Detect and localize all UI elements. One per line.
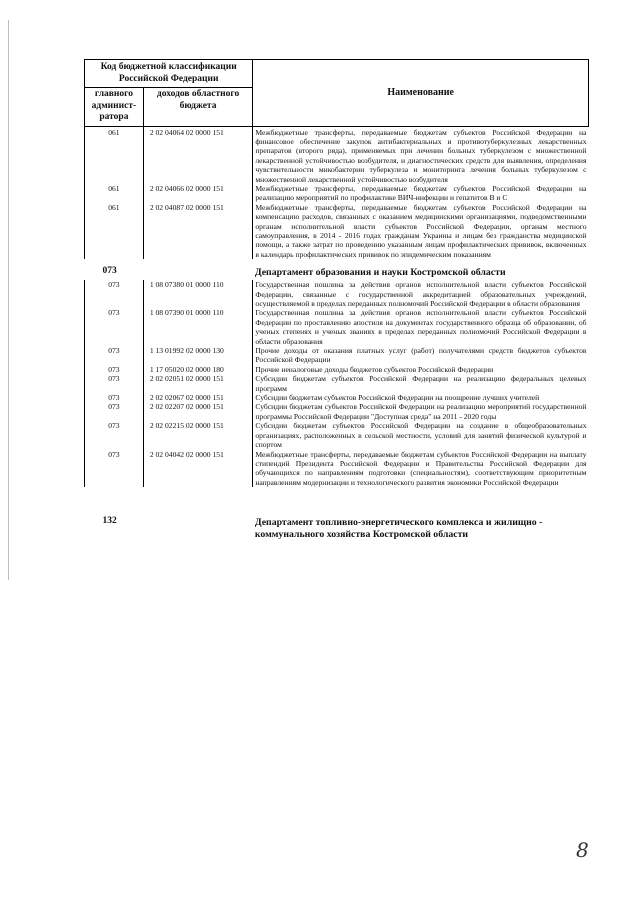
table-row <box>85 365 589 374</box>
income-name: Государственная пошлина за действия органов исполнительной власти субъектов Российской Федерации по проставлению апостиля на документах государственного образца об образовании, об ученых степенях и ученых званиях в пределах переданных полномочий Российской Федерации в области образования <box>253 308 589 346</box>
department-heading-row <box>85 487 589 542</box>
income-code: 1 13 01992 02 0000 130 <box>149 346 224 356</box>
department-name: Департамент топливно-энергетического комплекса и жилищно - коммунального хозяйства Костромской области <box>254 517 543 541</box>
admin-code: 073 <box>85 374 144 393</box>
income-code: 2 02 02207 02 0000 151 <box>149 402 224 412</box>
department-name: Департамент образования и науки Костромской области <box>254 267 506 279</box>
income-code: 2 02 04042 02 0000 151 <box>149 449 224 459</box>
header-income-column: доходов областного бюджета <box>143 88 253 127</box>
admin-code: 061 <box>85 203 144 259</box>
income-name: Межбюджетные трансферты, передаваемые бюджетам субъектов Российской Федерации на реализацию мероприятий по профилактике ВИЧ-инфекции и гепатитов B и C <box>253 184 589 203</box>
income-name: Государственная пошлина за действия органов исполнительной власти субъектов Российской Федерации, связанные с государственной аккредитацией образовательных учреждений, осуществляемой в пределах переданных полномочий Российской Федерации в области образования <box>253 280 589 308</box>
admin-code: 073 <box>85 393 144 402</box>
income-code: 2 02 04066 02 0000 151 <box>149 183 224 193</box>
admin-code: 073 <box>85 365 144 374</box>
income-name: Субсидии бюджетам субъектов Российской Федерации на реализацию федеральных целевых программ <box>253 374 589 393</box>
table-row <box>85 346 589 365</box>
budget-code-table <box>84 59 589 542</box>
income-code: 1 17 05020 02 0000 180 <box>149 364 224 374</box>
income-code: 1 08 07380 01 0000 110 <box>149 280 224 290</box>
department-code: 132 <box>102 516 117 527</box>
table-row <box>85 308 589 346</box>
income-code: 2 02 02051 02 0000 151 <box>149 374 224 384</box>
income-name: Межбюджетные трансферты, передаваемые бюджетам субъектов Российской Федерации на финансовое обеспечение закупок антибактериальных и противотуберкулезных лекарственных препаратов (второго ряда), применяемых при лечении больных туберкулезом с множественной лекарственной устойчивостью возбудителя, и диагностических средств для выявления, определения чувствительности микобактерии туберкулеза и мониторинга лечения больных туберкулезом с множественной лекарственной устойчивостью возбудителя <box>253 126 589 184</box>
income-name: Субсидии бюджетам субъектов Российской Федерации на поощрение лучших учителей <box>253 393 589 402</box>
table-row <box>85 280 589 308</box>
income-name: Прочие доходы от оказания платных услуг (работ) получателями средств бюджетов субъектов Российской Федерации <box>253 346 589 365</box>
table-row <box>85 374 589 393</box>
department-heading-row <box>85 259 589 280</box>
admin-code: 061 <box>85 184 144 203</box>
income-name: Субсидии бюджетам субъектов Российской Федерации на создание в общеобразовательных организациях, расположенных в сельской местности, условий для занятий физической культурой и спортом <box>253 421 589 449</box>
admin-code: 073 <box>85 280 144 308</box>
income-code: 2 02 04087 02 0000 151 <box>149 202 224 212</box>
admin-code: 073 <box>85 402 144 421</box>
income-name: Межбюджетные трансферты, передаваемые бюджетам субъектов Российской Федерации на компенсацию расходов, связанных с оказанием медицинскими организациями, подведомственными органам исполнительной власти субъектов Российской Федерации, органам местного самоуправления, в 2014 - 2016 годах гражданам Украины и лицам без гражданства медицинской помощи, а также затрат по проведению указанным лицам профилактических прививок, включенных в календарь профилактических прививок по эпидемическим показаниям <box>253 203 589 259</box>
admin-code: 061 <box>85 126 144 184</box>
income-code: 2 02 04064 02 0000 151 <box>149 127 224 137</box>
income-code: 1 08 07390 01 0000 110 <box>149 308 224 318</box>
table-row <box>85 450 589 488</box>
table-row <box>85 126 589 184</box>
income-name: Субсидии бюджетам субъектов Российской Федерации на реализацию мероприятий государственной программы Российской Федерации "Доступная среда" на 2011 - 2020 годы <box>253 402 589 421</box>
income-name: Прочие неналоговые доходы бюджетов субъектов Российской Федерации <box>253 365 589 374</box>
table-row <box>85 402 589 421</box>
income-name: Межбюджетные трансферты, передаваемые бюджетам субъектов Российской Федерации на выплату стипендий Президента Российской Федерации и Правительства Российской Федерации для обучающихся по направлениям подготовки (специальностям), соответствующим приоритетным направлениям модернизации и технологического развития экономики Российской Федерации <box>253 450 589 488</box>
admin-code: 073 <box>85 450 144 488</box>
table-row <box>85 393 589 402</box>
department-code: 073 <box>102 266 117 277</box>
income-code: 2 02 02067 02 0000 151 <box>149 393 224 403</box>
admin-code: 073 <box>85 421 144 449</box>
table-row <box>85 203 589 259</box>
admin-code: 073 <box>85 346 144 365</box>
page-number: 8 <box>576 838 589 862</box>
table-header <box>85 60 589 127</box>
header-admin-column: главного админист-ратора <box>85 88 144 127</box>
header-budget-classification: Код бюджетной классификации Российской Федерации <box>85 60 253 88</box>
income-code: 2 02 02215 02 0000 151 <box>149 421 224 431</box>
header-name-column: Наименование <box>253 60 589 127</box>
table-row <box>85 421 589 449</box>
scan-edge-line <box>8 20 9 580</box>
admin-code: 073 <box>85 308 144 346</box>
table-row <box>85 184 589 203</box>
